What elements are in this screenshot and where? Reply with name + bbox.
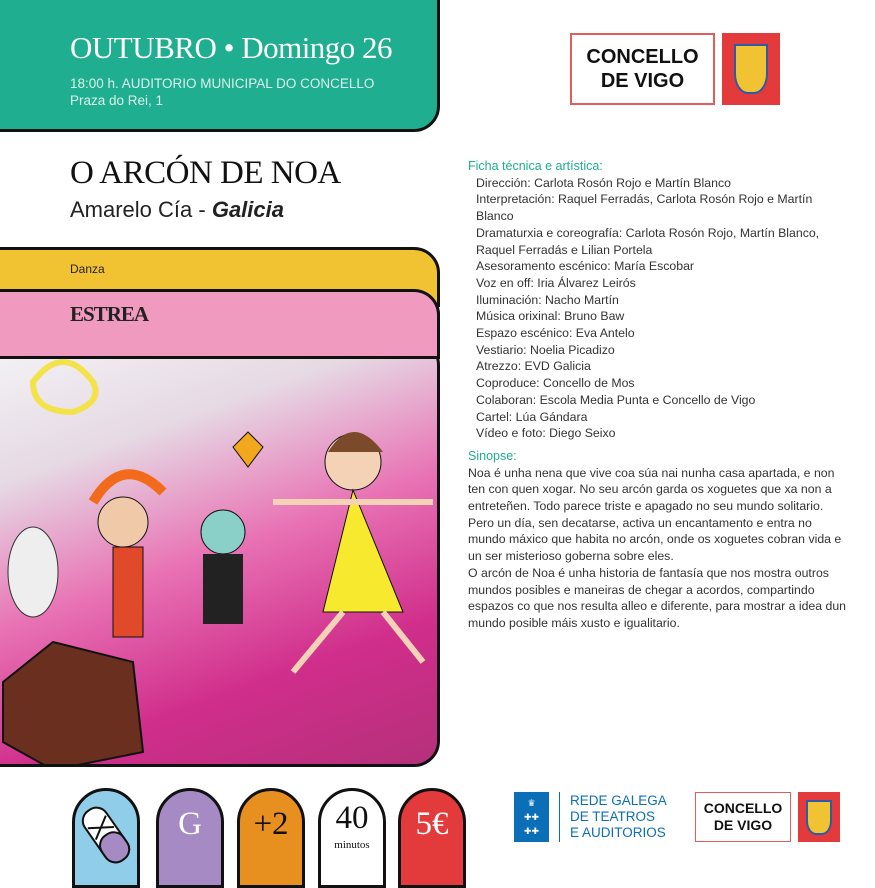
credit-item: Vídeo e foto: Diego Seixo	[476, 426, 616, 441]
credit-item: Espazo escénico: Eva Antelo	[476, 326, 635, 341]
synopsis-paragraph: Noa é unha nena que vive coa súa nai nunha casa apartada, e non ten con quen xogar. No seu arcón garda os xoguetes que xa non a entreteñen. Todo parece triste e apagado no seu mundo solitario.	[468, 465, 835, 514]
synopsis-text	[468, 465, 848, 632]
duration-value: 40	[335, 800, 369, 836]
poster-illustration	[0, 339, 440, 767]
synopsis-paragraph: O arcón de Noa é unha historia de fantasía que nos mostra outros mundos posibles e maneiras de chegar a acordos, compartindo espazos co que nos resulta alleo e diferente, para mostrar a idea dun mundo posible máis xusto e igualitario.	[468, 565, 847, 630]
credit-item: Asesoramento escénico: María Escobar	[476, 259, 695, 274]
badge-age	[237, 788, 305, 888]
vigo-coat-of-arms-small-icon	[798, 792, 840, 842]
company-region: Galicia	[211, 197, 284, 222]
credit-item: Colaboran: Escola Media Punta e Concello de Vigo	[476, 392, 756, 407]
age-value: +2	[253, 806, 289, 842]
credit-item: Interpretación: Raquel Ferradás, Carlota Rosón Rojo e Martín Blanco	[476, 192, 813, 224]
credit-item: Dramaturxia e coreografía: Carlota Rosón Rojo, Martín Blanco, Raquel Ferradás e Lilian Portela	[476, 225, 820, 257]
badge-rating	[156, 788, 224, 888]
logo-line2: DE VIGO	[600, 70, 685, 92]
tag-band-top	[0, 289, 440, 344]
rating-value: G	[178, 806, 202, 842]
show-genre: Danza	[70, 262, 105, 276]
info-panel	[468, 158, 848, 632]
event-date: OUTUBRO • Domingo 26	[70, 30, 393, 65]
credit-item: Voz en off: Iria Álvarez Leirós	[476, 275, 636, 290]
credits-heading: Ficha técnica e artística:	[468, 159, 603, 173]
credits-list	[468, 175, 848, 442]
premiere-tag: ESTREA	[70, 302, 149, 326]
credit-item: Música orixinal: Bruno Baw	[476, 309, 625, 324]
duration-unit: minutos	[334, 839, 370, 851]
logo-small-line2: DE VIGO	[713, 817, 773, 833]
credit-item: Iluminación: Nacho Martín	[476, 292, 619, 307]
show-company	[70, 197, 284, 223]
xunta-emblem-icon: ♛ ✚✚ ✚✚	[514, 792, 549, 842]
venue-name: 18:00 h. AUDITORIO MUNICIPAL DO CONCELLO	[70, 76, 375, 91]
show-title: O ARCÓN DE NOA	[70, 155, 341, 191]
price-value: 5€	[415, 806, 449, 842]
synopsis-heading: Sinopse:	[468, 448, 517, 463]
concello-vigo-logo-small	[695, 792, 791, 842]
rede-galega-logo	[514, 792, 667, 842]
logo-line1: CONCELLO	[586, 46, 699, 68]
rede-line3: E AUDITORIOS	[570, 825, 666, 840]
date-header	[0, 0, 440, 132]
illustration-drawing	[0, 342, 440, 767]
concello-vigo-logo	[570, 33, 715, 105]
vigo-coat-of-arms-icon	[722, 33, 780, 105]
credit-item: Atrezzo: EVD Galicia	[476, 359, 591, 374]
rede-line2: DE TEATROS	[570, 809, 656, 824]
badge-duration	[318, 788, 386, 888]
venue-address: Praza do Rei, 1	[70, 93, 164, 108]
logo-small-line1: CONCELLO	[703, 800, 783, 816]
badge-dance-icon	[72, 788, 140, 888]
synopsis-paragraph: Pero un día, sen decatarse, activa un encantamento e entra no mundo máxico que habita no arcón, onde os xoguetes cobran vida e un ser misterioso goberna sobre eles.	[468, 515, 842, 564]
badge-price	[398, 788, 466, 888]
credit-item: Cartel: Lúa Gándara	[476, 409, 588, 424]
rede-line1: REDE GALEGA	[570, 793, 667, 808]
credit-item: Vestiario: Noelia Picadizo	[476, 342, 615, 357]
credit-item: Dirección: Carlota Rosón Rojo e Martín Blanco	[476, 175, 731, 190]
credit-item: Coproduce: Concello de Mos	[476, 376, 635, 391]
company-name: Amarelo Cía -	[70, 197, 212, 222]
event-venue	[70, 75, 374, 109]
